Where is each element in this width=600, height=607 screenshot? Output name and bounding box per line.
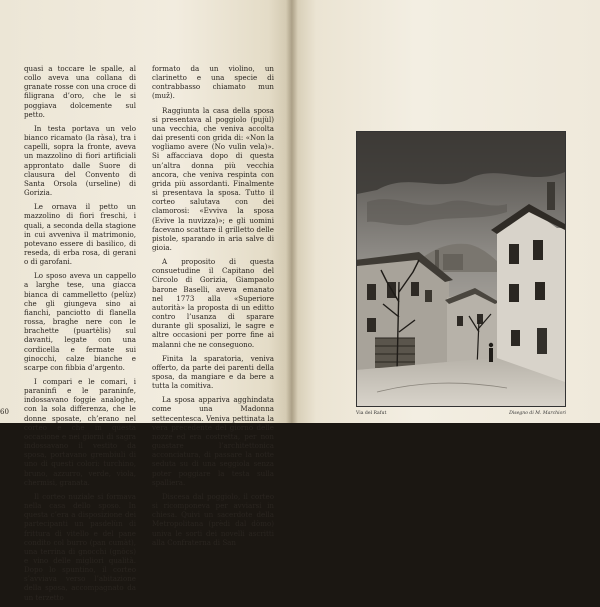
page-number: 60 <box>0 408 9 416</box>
paragraph: Le ornava il petto un mazzolino di fiori freschi, i quali, a seconda della stagione in cui avveniva il matrimonio, potevano essere di basilico, di reseda, di erba rosa, di gerani o di garofani. <box>24 202 136 267</box>
illustration-caption: Via del Rafut <box>356 411 387 416</box>
drawing-image <box>357 132 565 406</box>
paragraph: I compari e le comari, i paraninfi e le paraninfe, indossavano foggie analoghe, con la sola differenza, che le donne sposate, ch’erano nel corteo e che in questa occasione e nei giorni di sagra indossavano il vestito da sposa, portavano grembiuli di uno di questi colori: turchino, bruno, azzurro, verde, viola, chermisi, granata. <box>24 377 136 487</box>
paragraph: Raggiunta la casa della sposa si presentava al poggiolo (pujùl) una vecchia, che veniva accolta dai presenti con grida di: «Non la vogliamo avere (No vulìn vela)». Si affacciava dopo di questa un’altra donna più vecchia ancora, che veniva respinta con grida più assordanti. Finalmente si presentava la sposa. Tutto il corteo salutava con dei clamorosi: «Evviva la sposa (Evive la nuvizza)»; e gli uomini facevano scattare il grilletto delle pistole, sparando in aria salve di gioia. <box>152 105 274 252</box>
paragraph: Finita la sparatoria, veniva offerto, da parte dei parenti della sposa, da mangiare e da bere a tutta la comitiva. <box>152 353 274 391</box>
paragraph: In testa portava un velo bianco ricamato (la ràsa), tra i capelli, sopra la fronte, aveva un mazzolino di fiori artificiali approntato dalle Suore di clausura del Convento di Santa Orsola (urseline) di Gorizia. <box>24 123 136 198</box>
street-drawing-illustration <box>356 131 566 407</box>
text-column-right <box>152 64 274 552</box>
left-page <box>0 0 292 602</box>
paragraph: Discesa dal poggiolo, il corteo si ricomponeva per avviarsi in chiesa. Quivi un sacerdote della Metropolitana (prèdi dal dòmo) univa le sorti dei novelli ascritti alla Confraterna di San <box>152 491 274 547</box>
paragraph: A proposito di questa consuetudine il Capitano del Circolo di Gorizia, Giampaolo barone Baselli, aveva emanato nel 1773 alla «Superiore autorità» la proposta di un editto contro l’usanza di sparare durante gli sposalizi, le sagre e altre occasioni per porre fine ai malanni che ne conseguono. <box>152 257 274 349</box>
illustration-credit: Disegno di M. Marchiori <box>509 411 566 416</box>
paragraph: La sposa appariva agghindata come una Madonna settecentesca. Veniva pettinata la vera precedente del giorno delle nozze ed era costretta, per non guastare l’architettonica acconciatura, di passare la notte seduta su di una seggiola senza poter poggiare la testa sulla spalliera. <box>152 395 274 487</box>
paragraph: Il corteo nuziale si formava nella casa dello sposo. In questa c’era a disposizione dei partecipanti un pasdelùn di frittura di vitello e del pane condito col burro (pan cumàt), una terrina di gnocchi (gnòcs) e vino delle migliori qualità. Dopo lo spuntino, il corteo s’avviava verso l’abitazione della sposa, accompagnato da un terzetto <box>24 491 136 602</box>
book-gutter <box>286 0 298 423</box>
paragraph: quasi a toccare le spalle, al collo aveva una collana di granate rosse con una croce di filigrana d’oro, che le si poggiava dolcemente sul petto. <box>24 64 136 119</box>
text-column-left <box>24 64 136 607</box>
paragraph: Lo sposo aveva un cappello a larghe tese, una giacca bianca di cammelletto (pelùz) che gli giungeva sino ai fianchi, panciotto di flanella rossa, braghe nere con le brachette (puartèlis) sul davanti, legate con una cordicella e fermate sui ginocchi, calze bianche e scarpe con fibbia d’argento. <box>24 271 136 372</box>
paragraph: formato da un violino, un clarinetto e una specie di contrabbasso chiamato mun (muž). <box>152 64 274 101</box>
